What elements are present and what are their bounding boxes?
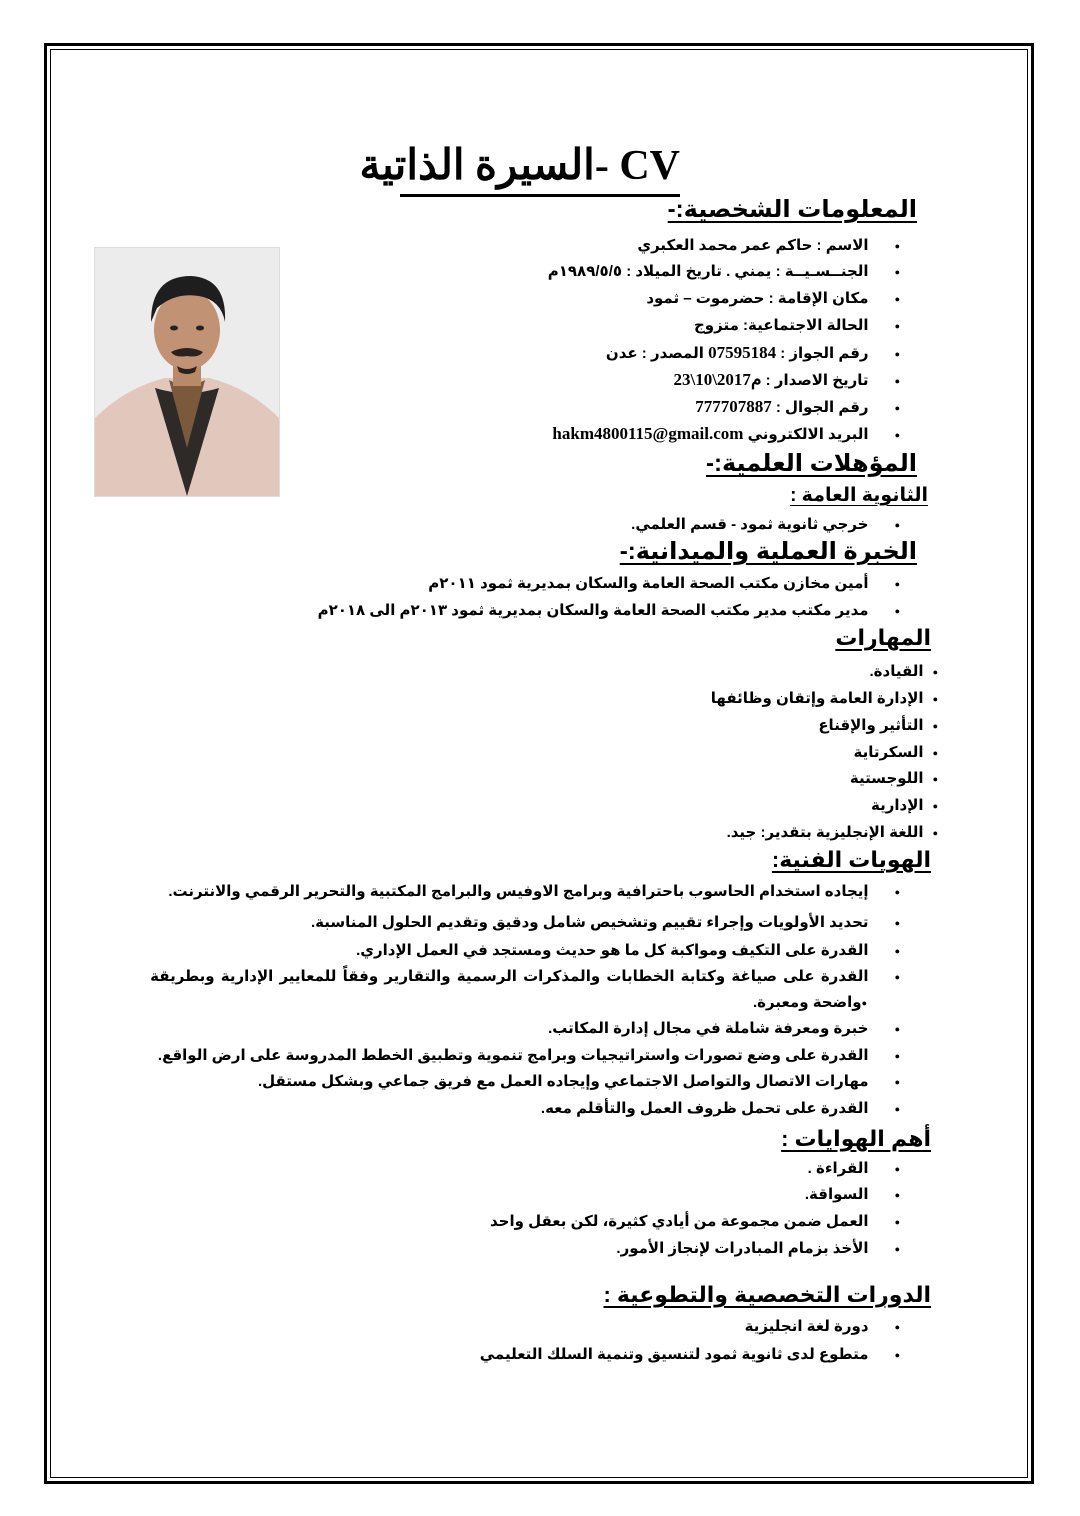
education-item: ● خرجي ثانوية ثمود - قسم العلمي.: [631, 514, 900, 536]
technical-heading: الهويات الفنية:: [771, 847, 931, 872]
course-item: ● متطوع لدى ثانوية ثمود لتنسيق وتنمية السلك التعليمي: [480, 1344, 900, 1366]
marital-status-item: ● الحالة الاجتماعية: متزوج: [694, 315, 900, 337]
skill-item: ● التأثير والإقناع: [818, 715, 938, 737]
email-item: ● البريد الالكتروني hakm4800115@gmail.com: [552, 423, 900, 446]
nationality-item: ● الجنــسـيــة : يمني . تاريخ الميلاد : ١٩٨٩/٥/٥م: [548, 261, 900, 283]
experience-item: ● مدير مكتب مدير مكتب الصحة العامة والسكان بمديرية ثمود ٢٠١٣م الى ٢٠١٨م: [318, 600, 900, 622]
technical-item: ● القدرة على صياغة وكتابة الخطابات والمذكرات الرسمية والتقارير وفقاً للمعايير الإدارية وبطريقة: [150, 966, 900, 988]
skills-heading: المهارات: [835, 625, 931, 650]
hobby-item: ● السواقة.: [805, 1184, 900, 1206]
technical-item: ● خبرة ومعرفة شاملة في مجال إدارة المكاتب.: [548, 1018, 900, 1040]
mobile-item: ● رقم الجوال : 777707887: [695, 396, 900, 419]
skill-item: ● السكرتاية: [853, 742, 938, 764]
skill-item: ● اللغة الإنجليزية بتقدير: جيد.: [727, 822, 938, 844]
hobby-item: ● العمل ضمن مجموعة من أيادي كثيرة، لكن بعقل واحد: [490, 1211, 900, 1233]
residence-item: ● مكان الإقامة : حضرموت – ثمود: [646, 288, 900, 310]
mobile-number: 777707887: [695, 397, 772, 416]
technical-item-continuation: ● واضحة ومعبرة.: [753, 992, 867, 1014]
technical-item: ● القدرة على وضع تصورات واستراتيجيات وبرامج تنموية وتطبيق الخطط المدروسة على ارض الواقع.: [158, 1045, 900, 1067]
technical-item: ● القدرة على تحمل ظروف العمل والتأقلم معه.: [541, 1098, 900, 1120]
technical-item: ● مهارات الاتصال والتواصل الاجتماعي وإيجاده العمل مع فريق جماعي وبشكل مستقل.: [258, 1071, 900, 1093]
passport-item: ● رقم الجواز : 07595184 المصدر : عدن: [606, 342, 900, 365]
profile-photo: [94, 247, 280, 497]
technical-item: ● القدرة على التكيف ومواكبة كل ما هو حديث ومستجد في العمل الإداري.: [356, 940, 900, 962]
name-item: ● الاسم : حاكم عمر محمد العكبري: [637, 235, 900, 257]
skill-item: ● الإدارة العامة وإتقان وظائفها: [711, 688, 938, 710]
hobbies-heading: أهم الهوايات :: [781, 1126, 931, 1151]
issue-date: 23\10\2017م: [673, 370, 762, 389]
experience-item: ● أمين مخازن مكتب الصحة العامة والسكان بمديرية ثمود ٢٠١١م: [428, 573, 900, 595]
document-title: CV -السيرة الذاتية: [400, 138, 680, 197]
secondary-school-subheading: الثانوية العامة :: [790, 485, 928, 506]
skill-item: ● القيادة.: [870, 661, 938, 683]
personal-info-heading: المعلومات الشخصية:-: [667, 196, 917, 223]
technical-item: ● إيجاده استخدام الحاسوب باحترافية وبرامج الاوفيس والبرامج المكتبية والتحرير الرقمي والانترنت.: [168, 881, 900, 903]
skill-item: ● الإدارية: [871, 795, 938, 817]
education-heading: المؤهلات العلمية:-: [705, 450, 917, 477]
hobby-item: ● الأخذ بزمام المبادرات لإنجاز الأمور.: [616, 1238, 900, 1260]
skill-item: ● اللوجستية: [850, 768, 938, 790]
email-address: hakm4800115@gmail.com: [552, 424, 744, 443]
passport-number: 07595184: [708, 343, 777, 362]
course-item: ● دورة لغة انجليزية: [745, 1316, 900, 1338]
courses-heading: الدورات التخصصية والتطوعية :: [603, 1282, 931, 1307]
technical-item: ● تحديد الأولويات وإجراء تقييم وتشخيص شامل ودقيق وتقديم الحلول المناسبة.: [311, 912, 900, 934]
hobby-item: ● القراءة .: [808, 1158, 900, 1180]
experience-heading: الخبرة العملية والميدانية:-: [619, 538, 917, 565]
issue-date-item: ● تاريخ الاصدار : 23\10\2017م: [673, 369, 900, 392]
